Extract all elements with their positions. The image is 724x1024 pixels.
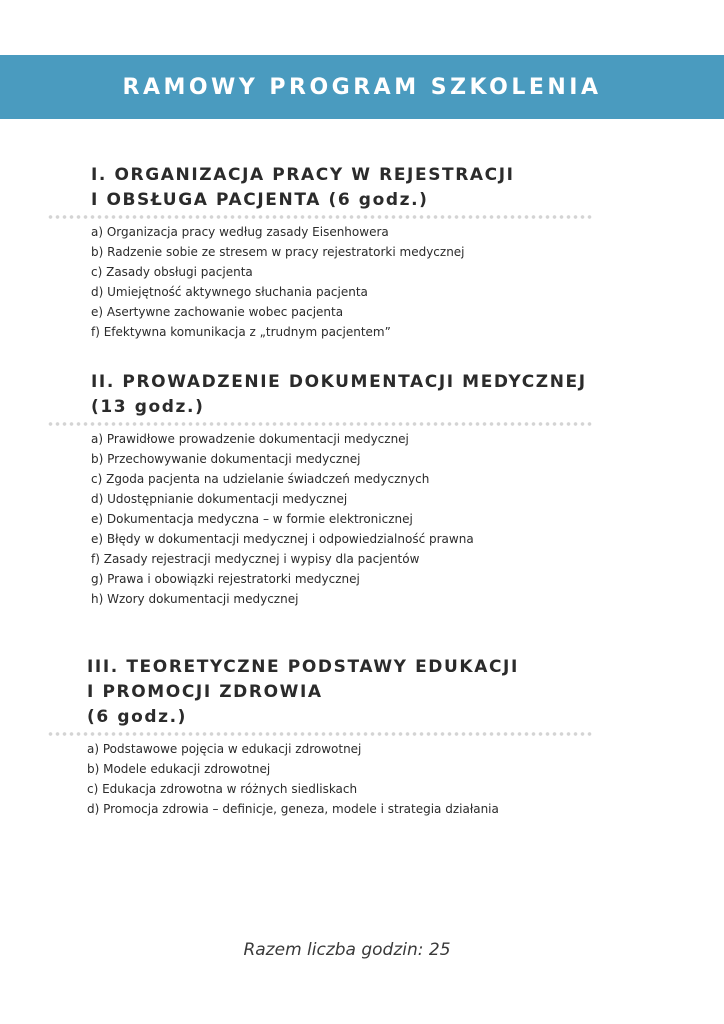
- page-title: RAMOWY PROGRAM SZKOLENIA: [122, 74, 602, 100]
- list-item: f) Zasady rejestracji medycznej i wypisy dla pacjentów: [91, 552, 420, 566]
- list-item: a) Podstawowe pojęcia w edukacji zdrowotnej: [87, 742, 362, 756]
- list-item: b) Modele edukacji zdrowotnej: [87, 762, 271, 776]
- item-list: [0, 222, 724, 342]
- list-item: d) Udostępnianie dokumentacji medycznej: [91, 492, 348, 506]
- list-item: d) Promocja zdrowia – definicje, geneza, modele i strategia działania: [87, 802, 499, 816]
- item-list: [0, 429, 724, 609]
- section-title-line: (6 godz.): [87, 707, 188, 727]
- dotted-divider: [47, 732, 593, 736]
- list-item: e) Błędy w dokumentacji medycznej i odpowiedzialność prawna: [91, 532, 474, 546]
- section-title-line: I PROMOCJI ZDROWIA: [87, 682, 323, 702]
- item-list: [0, 739, 724, 819]
- list-item: e) Dokumentacja medyczna – w formie elektronicznej: [91, 512, 413, 526]
- list-item: a) Organizacja pracy według zasady Eisenhowera: [91, 225, 389, 239]
- header-banner: [0, 55, 724, 119]
- list-item: b) Przechowywanie dokumentacji medycznej: [91, 452, 361, 466]
- section-edukacja: [0, 655, 724, 819]
- list-item: e) Asertywne zachowanie wobec pacjenta: [91, 305, 344, 319]
- list-item: c) Edukacja zdrowotna w różnych siedliskach: [87, 782, 358, 796]
- list-item: b) Radzenie sobie ze stresem w pracy rejestratorki medycznej: [91, 245, 465, 259]
- list-item: h) Wzory dokumentacji medycznej: [91, 592, 299, 606]
- section-title-line: (13 godz.): [91, 397, 205, 417]
- section-organizacja: [0, 163, 724, 342]
- section-title: [0, 163, 724, 213]
- section-title-line: III. TEORETYCZNE PODSTAWY EDUKACJI: [87, 657, 519, 677]
- dotted-divider: [47, 215, 593, 219]
- section-title-line: I OBSŁUGA PACJENTA (6 godz.): [91, 190, 429, 210]
- total-hours: Razem liczba godzin: 25: [243, 940, 451, 960]
- list-item: c) Zasady obsługi pacjenta: [91, 265, 253, 279]
- list-item: c) Zgoda pacjenta na udzielanie świadczeń medycznych: [91, 472, 430, 486]
- list-item: g) Prawa i obowiązki rejestratorki medycznej: [91, 572, 360, 586]
- list-item: a) Prawidłowe prowadzenie dokumentacji medycznej: [91, 432, 409, 446]
- section-title: [0, 655, 724, 730]
- section-title-line: I. ORGANIZACJA PRACY W REJESTRACJI: [91, 165, 515, 185]
- section-dokumentacja: [0, 370, 724, 609]
- section-title-line: II. PROWADZENIE DOKUMENTACJI MEDYCZNEJ: [91, 372, 587, 392]
- dotted-divider: [47, 422, 593, 426]
- list-item: d) Umiejętność aktywnego słuchania pacjenta: [91, 285, 368, 299]
- list-item: f) Efektywna komunikacja z „trudnym pacjentem”: [91, 325, 391, 339]
- section-title: [0, 370, 724, 420]
